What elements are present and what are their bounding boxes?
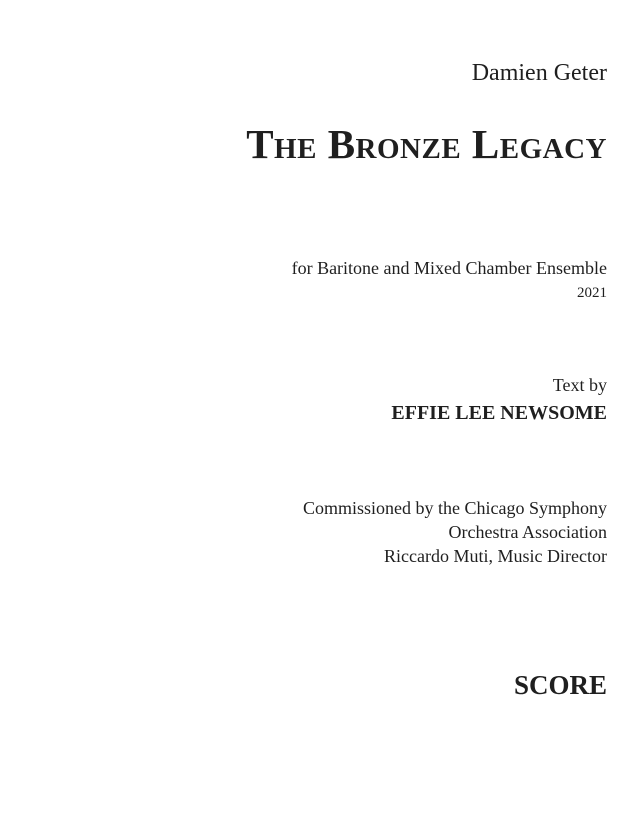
commission-line: Commissioned by the Chicago Symphony [303, 498, 607, 518]
composer-name: Damien Geter [471, 60, 607, 86]
commission-line: Riccardo Muti, Music Director [384, 546, 607, 566]
text-author: EFFIE LEE NEWSOME [391, 402, 607, 424]
composition-year: 2021 [577, 285, 607, 301]
score-label: SCORE [513, 670, 607, 700]
instrumentation: for Baritone and Mixed Chamber Ensemble [291, 258, 607, 278]
text-credit-label: Text by [552, 375, 607, 395]
commission-credit [303, 496, 607, 568]
commission-line: Orchestra Association [448, 522, 607, 542]
work-title: The Bronze Legacy [246, 121, 607, 167]
